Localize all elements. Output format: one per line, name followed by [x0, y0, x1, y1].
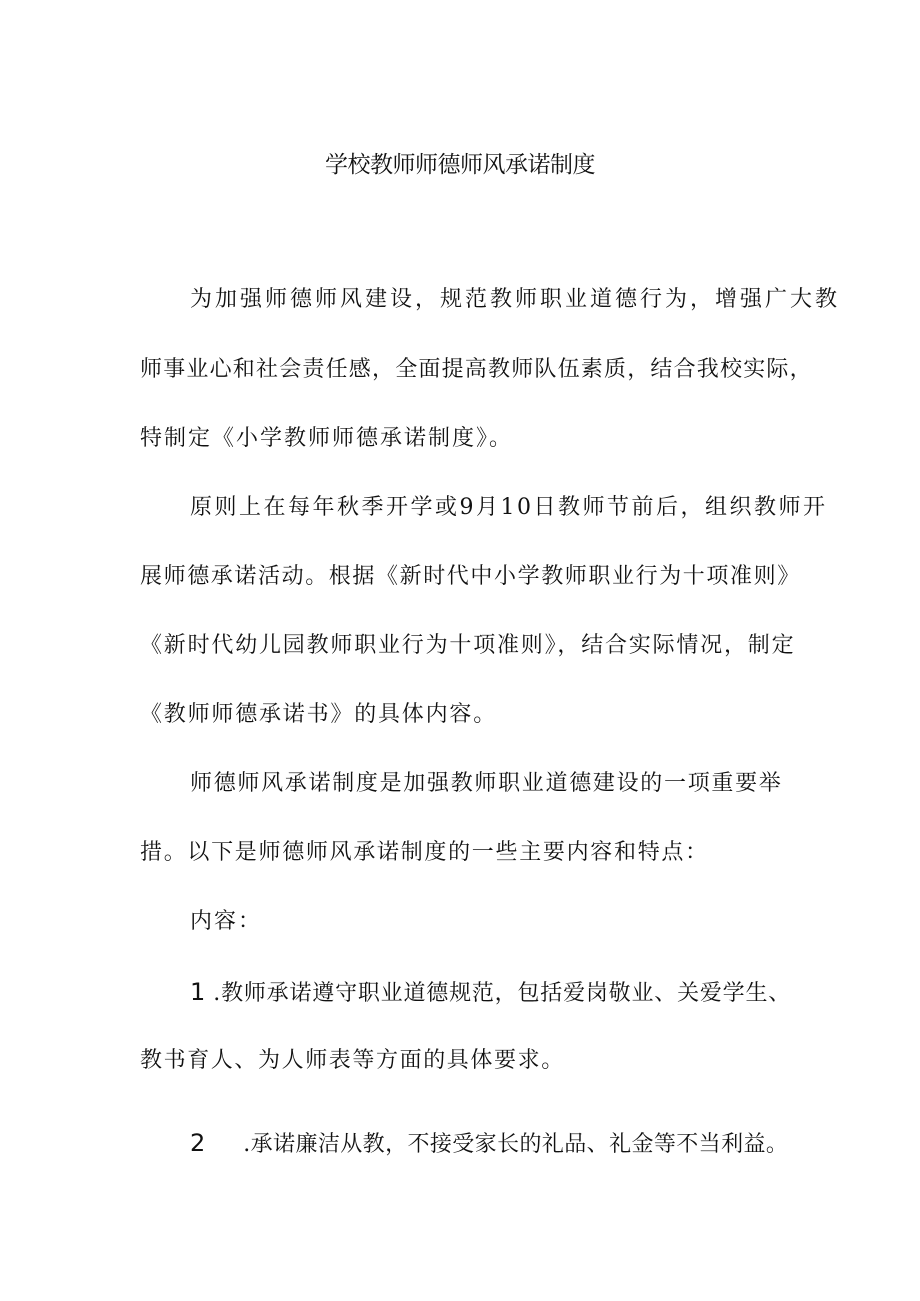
list-item-2-text: .承诺廉洁从教，不接受家长的礼品、礼金等不当利益。: [243, 1132, 789, 1157]
paragraph-2-line-1: 原则上在每年秋季开学或9月10日教师节前后，组织教师开: [190, 495, 828, 520]
paragraph-3-line-2: 措。以下是师德师风承诺制度的一些主要内容和特点：: [140, 840, 709, 865]
document-title: 学校教师师德师风承诺制度: [325, 152, 595, 178]
paragraph-1-line-3: 特制定《小学教师师德承诺制度》。: [140, 426, 514, 451]
paragraph-1-line-2: 师事业心和社会责任感，全面提高教师队伍素质，结合我校实际，: [140, 357, 813, 382]
list-item-1-number: 1: [190, 978, 206, 1006]
list-item-1-continuation: 教书育人、为人师表等方面的具体要求。: [140, 1048, 565, 1073]
list-item-1-text: .教师承诺遵守职业道德规范，包括爱岗敬业、关爱学生、: [213, 981, 792, 1006]
content-heading: 内容：: [190, 909, 263, 934]
list-item-2: [190, 1128, 788, 1160]
paragraph-3-line-1: 师德师风承诺制度是加强教师职业道德建设的一项重要举: [190, 771, 783, 796]
paragraph-2-line-2: 展师德承诺活动。根据《新时代中小学教师职业行为十项准则》: [140, 564, 801, 589]
paragraph-2-line-3: 《新时代幼儿园教师职业行为十项准则》，结合实际情况，制定: [140, 633, 796, 658]
list-item-2-number: 2: [190, 1129, 206, 1157]
paragraph-2-line-4: 《教师师德承诺书》的具体内容。: [140, 702, 498, 727]
list-item-1: [190, 977, 791, 1009]
paragraph-1-line-1: 为加强师德师风建设，规范教师职业道德行为，增强广大教: [190, 287, 841, 312]
